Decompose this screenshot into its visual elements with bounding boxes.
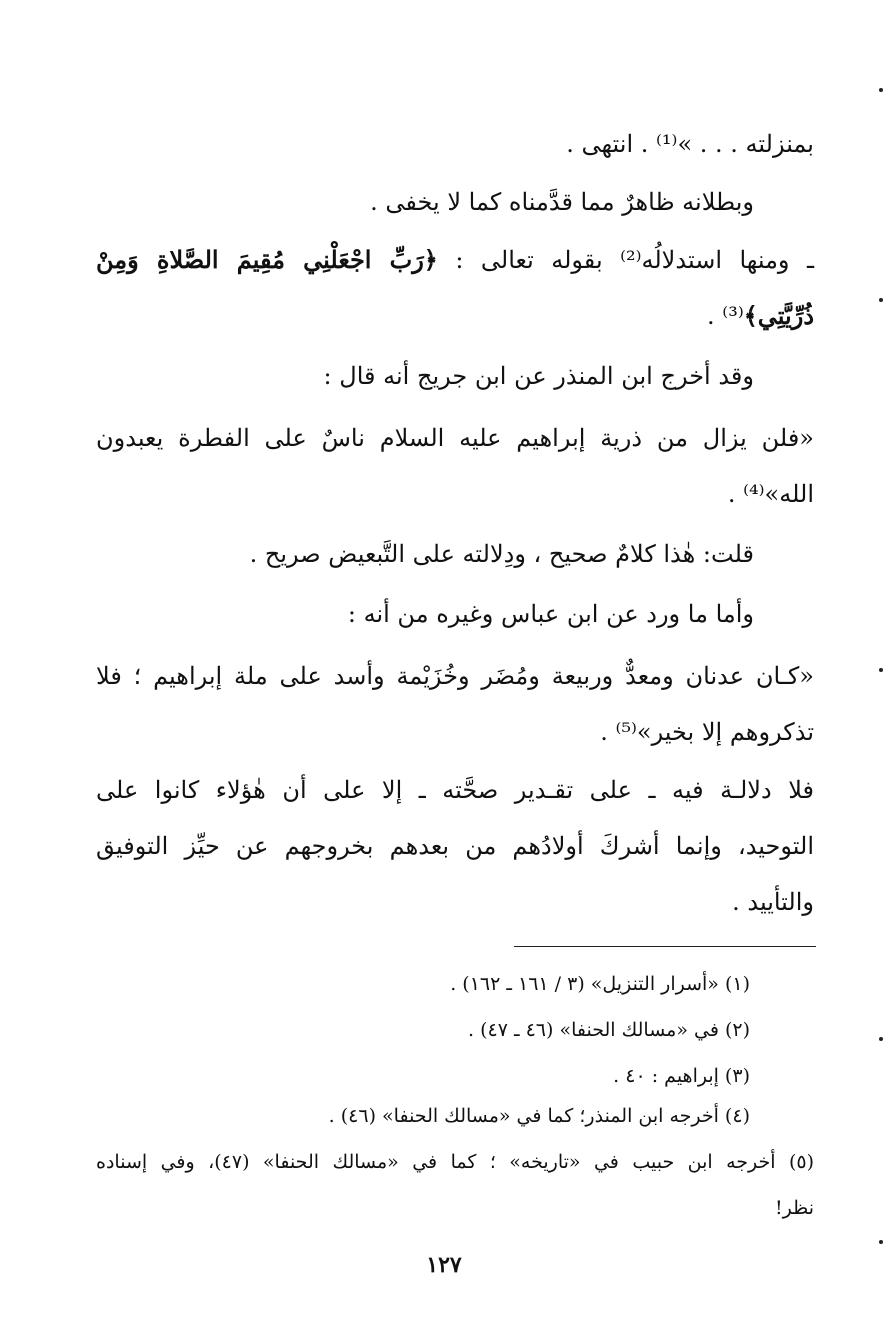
footnote: (٥) أخرجه ابن حبيب في «تاريخه» ؛ كما في «مسالك الحنفا» (٤٧)، وفي إسناده [96, 1151, 815, 1173]
verse-line [96, 243, 814, 277]
verse-line [707, 299, 814, 333]
text-line: والتأييد . [732, 888, 814, 916]
margin-dot [879, 298, 883, 302]
footnote: (٣) إبراهيم : ٤٠ . [613, 1065, 750, 1087]
text-line: التوحيد، وإنما أشركَ أولادُهم من بعدهم بخروجهم عن حيِّز التوفيق [96, 832, 814, 860]
main-text [96, 0, 814, 930]
text-line: تذكروهم إلا بخير»⁽⁵⁾ . [600, 718, 814, 746]
footnote: (٤) أخرجه ابن المنذر؛ كما في «مسالك الحنفا» (٤٦) . [328, 1105, 750, 1127]
verse-intro: ـ ومنها استدلالُه⁽²⁾ بقوله تعالى : [437, 246, 814, 274]
footnote-continuation: نظر! [775, 1197, 814, 1219]
text-line: وبطلانه ظاهرٌ مما قدَّمناه كما لا يخفى . [370, 188, 754, 216]
text-line: وقد أخرج ابن المنذر عن ابن جريج أنه قال : [323, 362, 754, 390]
text-line: «كـان عدنان ومعدٌّ وربيعة ومُضَر وخُزَيْمة وأسد على ملة إبراهيم ؛ فلا [96, 662, 814, 690]
text-line: قلت: هٰذا كلامٌ صحيح ، ودِلالته على التَّبعيض صريح . [249, 540, 754, 568]
text-line: بمنزلته . . . »⁽¹⁾ . انتهى . [566, 130, 814, 158]
text-line: فلا دلالـة فيه ـ على تقـدير صحَّته ـ إلا على أن هٰؤلاء كانوا على [96, 776, 814, 804]
footnote-separator [514, 946, 816, 947]
quran-verse: ﴿رَبِّ اجْعَلْنِي مُقِيمَ الصَّلاةِ وَمِنْ [96, 245, 438, 274]
quran-verse: ذُرِّيَّتِي﴾ [743, 301, 814, 330]
text-line: الله»⁽⁴⁾ . [727, 480, 814, 508]
text-line: «فلن يزال من ذرية إبراهيم عليه السلام ناسٌ على الفطرة يعبدون [96, 424, 814, 452]
margin-dot [879, 668, 883, 672]
footnote: (١) «أسرار التنزيل» (٣ / ١٦١ ـ ١٦٢) . [450, 973, 750, 995]
margin-dot [879, 1240, 883, 1244]
margin-dot [879, 88, 883, 92]
page-number: ١٢٧ [426, 1252, 462, 1278]
footnote: (٢) في «مسالك الحنفا» (٤٦ ـ ٤٧) . [468, 1019, 750, 1041]
footnote-ref: ⁽³⁾ . [707, 302, 744, 330]
margin-dot [879, 1037, 883, 1041]
text-line: وأما ما ورد عن ابن عباس وغيره من أنه : [347, 600, 754, 628]
